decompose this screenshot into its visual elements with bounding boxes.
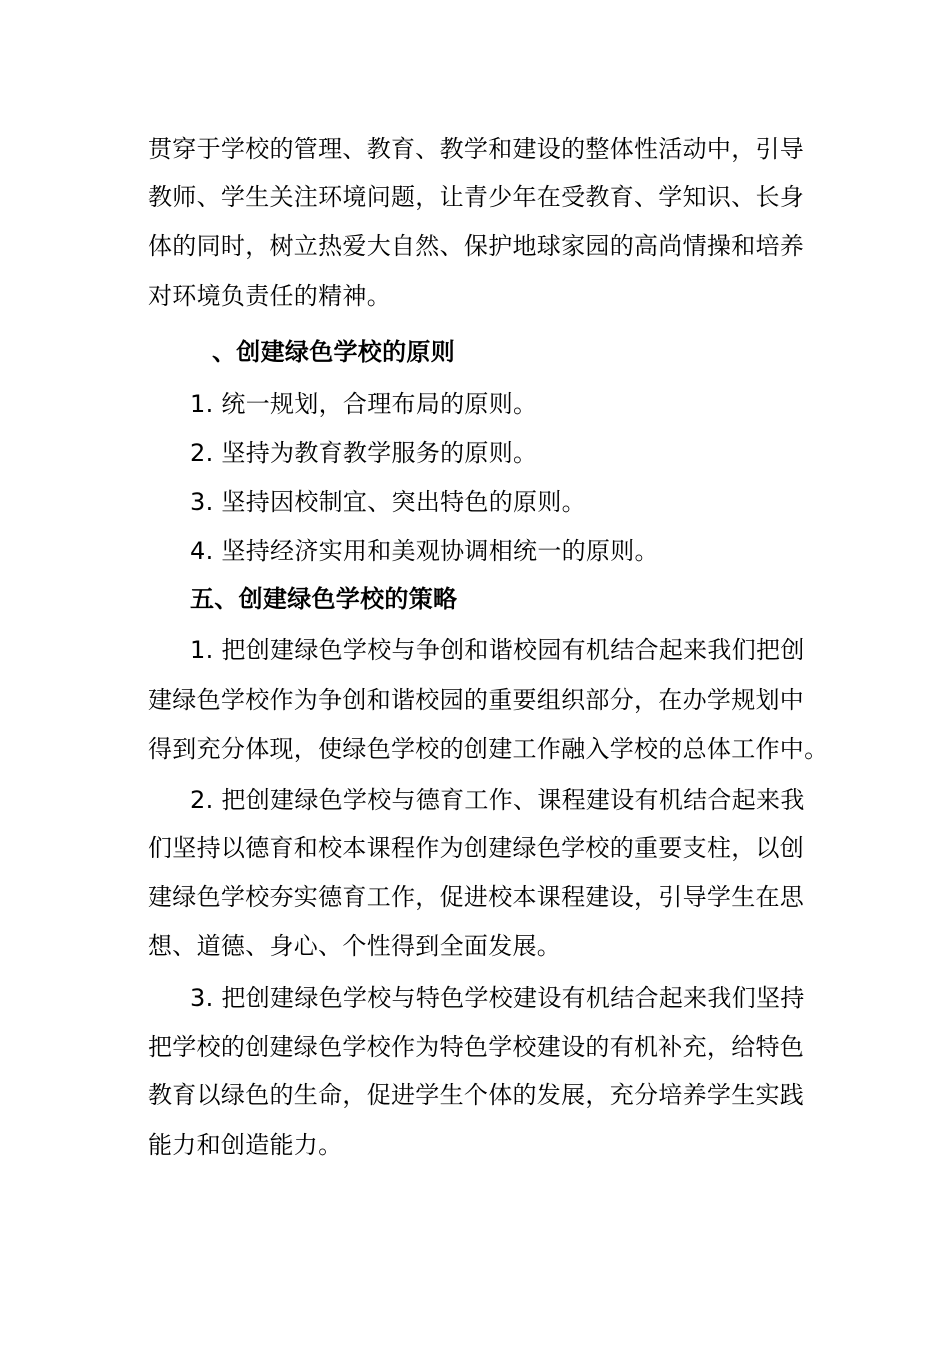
principle-item-1: 1. 统一规划，合理布局的原则。 — [190, 390, 538, 418]
strategy-3-line-2: 把学校的创建绿色学校作为特色学校建设的有机补充，给特色 — [148, 1033, 805, 1061]
intro-line-4: 对环境负责任的精神。 — [148, 282, 391, 310]
section-5-heading: 五、创建绿色学校的策略 — [190, 585, 458, 613]
strategy-1-line-1: 1. 把创建绿色学校与争创和谐校园有机结合起来我们把创 — [190, 636, 805, 664]
section-4-heading: 、创建绿色学校的原则 — [212, 338, 455, 366]
strategy-2-line-1: 2. 把创建绿色学校与德育工作、课程建设有机结合起来我 — [190, 786, 805, 814]
strategy-2-line-4: 想、道德、身心、个性得到全面发展。 — [148, 932, 562, 960]
intro-line-3: 体的同时，树立热爱大自然、保护地球家园的高尚情操和培养 — [148, 232, 805, 260]
strategy-2-line-2: 们坚持以德育和校本课程作为创建绿色学校的重要支柱，以创 — [148, 834, 805, 862]
strategy-3-line-1: 3. 把创建绿色学校与特色学校建设有机结合起来我们坚持 — [190, 984, 805, 1012]
strategy-3-line-4: 能力和创造能力。 — [148, 1131, 343, 1159]
strategy-1-line-2: 建绿色学校作为争创和谐校园的重要组织部分，在办学规划中 — [148, 686, 805, 714]
strategy-3-line-3: 教育以绿色的生命，促进学生个体的发展，充分培养学生实践 — [148, 1081, 805, 1109]
strategy-1-line-3: 得到充分体现，使绿色学校的创建工作融入学校的总体工作中。 — [148, 735, 829, 763]
strategy-2-line-3: 建绿色学校夯实德育工作，促进校本课程建设，引导学生在思 — [148, 883, 805, 911]
principle-item-3: 3. 坚持因校制宜、突出特色的原则。 — [190, 488, 586, 516]
intro-line-2: 教师、学生关注环境问题，让青少年在受教育、学知识、长身 — [148, 183, 805, 211]
principle-item-2: 2. 坚持为教育教学服务的原则。 — [190, 439, 538, 467]
intro-line-1: 贯穿于学校的管理、教育、教学和建设的整体性活动中，引导 — [148, 135, 805, 163]
principle-item-4: 4. 坚持经济实用和美观协调相统一的原则。 — [190, 537, 659, 565]
